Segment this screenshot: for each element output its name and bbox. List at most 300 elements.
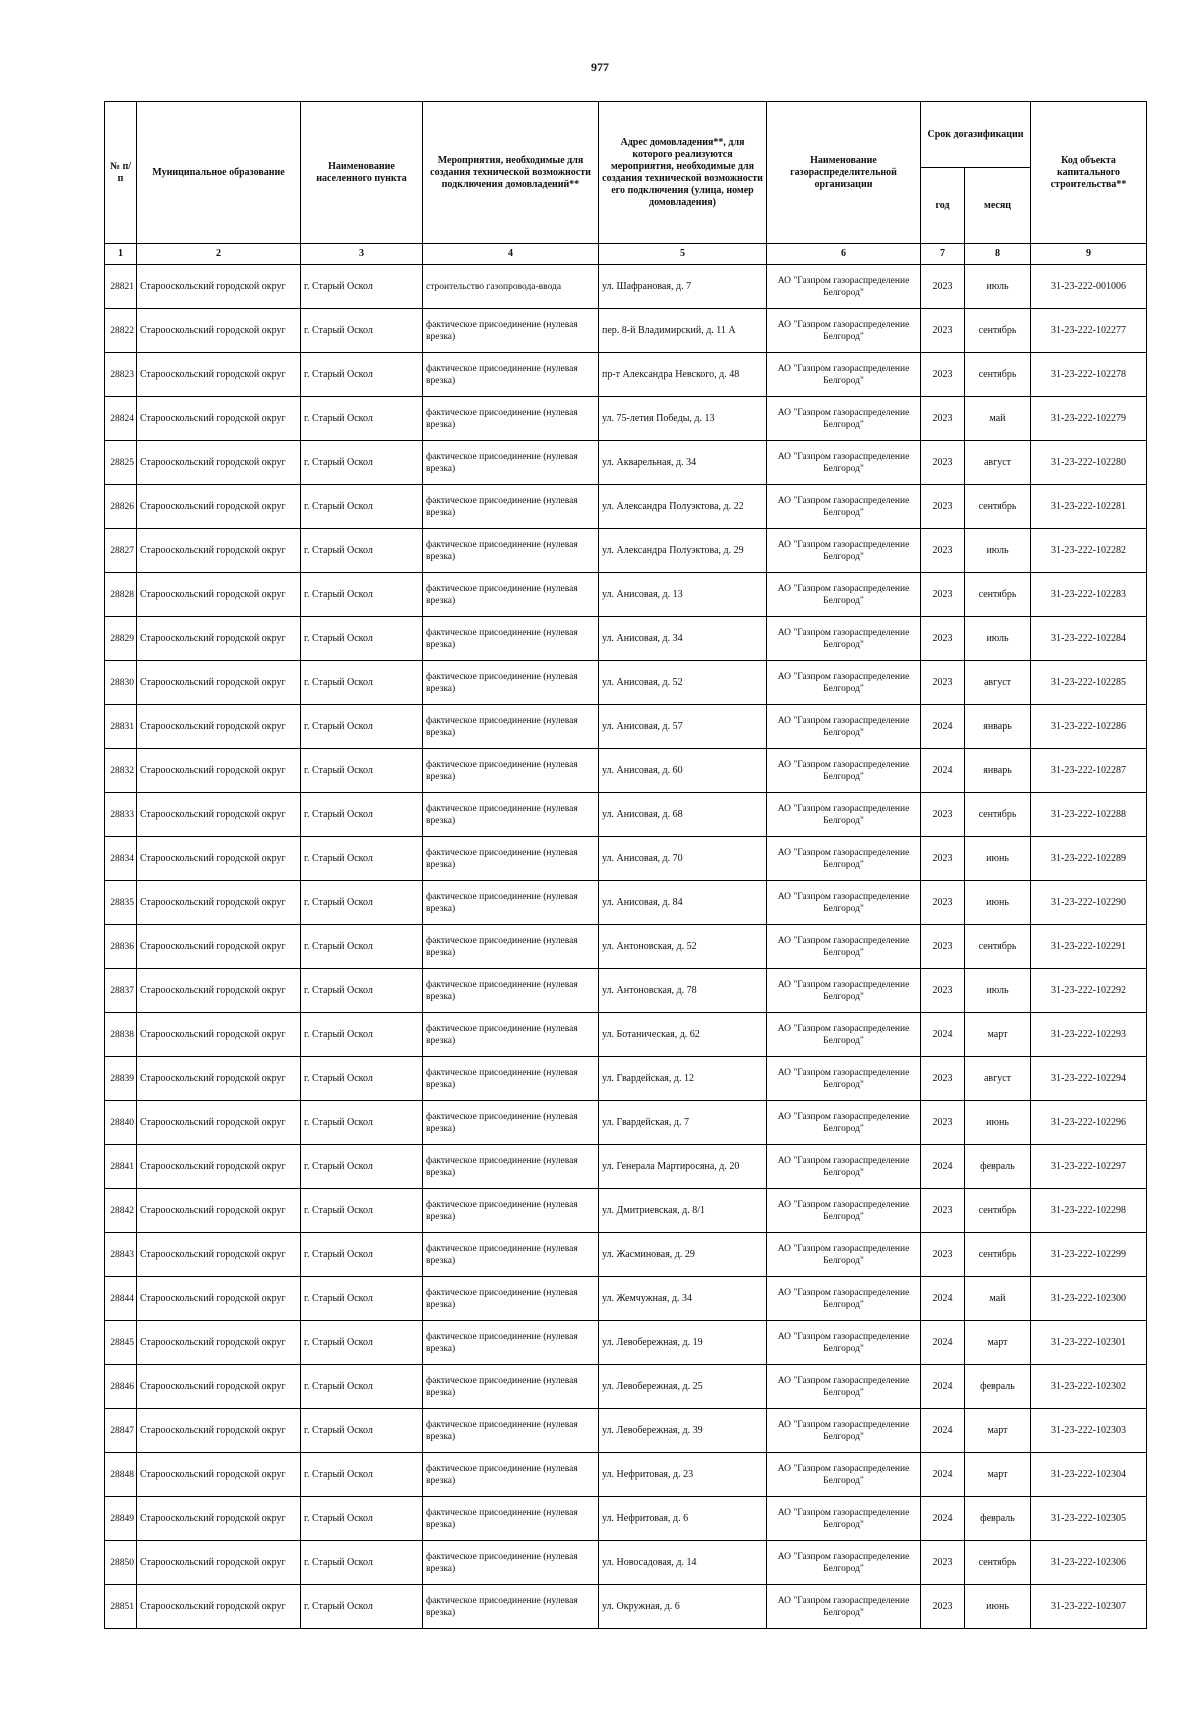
municipality-cell: Старооскольский городской округ (137, 661, 301, 705)
address-cell: ул. Жасминовая, д. 29 (599, 1233, 767, 1277)
settlement-cell: г. Старый Оскол (301, 969, 423, 1013)
column-number: 5 (599, 244, 767, 265)
row-number: 28839 (105, 1057, 137, 1101)
settlement-cell: г. Старый Оскол (301, 1233, 423, 1277)
address-cell: ул. Генерала Мартиросяна, д. 20 (599, 1145, 767, 1189)
column-number: 4 (423, 244, 599, 265)
row-number: 28846 (105, 1365, 137, 1409)
municipality-cell: Старооскольский городской округ (137, 617, 301, 661)
year-cell: 2023 (921, 1585, 965, 1629)
year-cell: 2023 (921, 969, 965, 1013)
row-number: 28850 (105, 1541, 137, 1585)
month-cell: сентябрь (965, 1189, 1031, 1233)
code-cell: 31-23-222-102289 (1031, 837, 1147, 881)
month-cell: февраль (965, 1497, 1031, 1541)
month-cell: февраль (965, 1365, 1031, 1409)
table-body (105, 265, 1147, 1629)
code-cell: 31-23-222-102290 (1031, 881, 1147, 925)
municipality-cell: Старооскольский городской округ (137, 881, 301, 925)
year-cell: 2023 (921, 617, 965, 661)
table-row (105, 837, 1147, 881)
settlement-cell: г. Старый Оскол (301, 881, 423, 925)
month-cell: февраль (965, 1145, 1031, 1189)
address-cell: ул. Анисовая, д. 34 (599, 617, 767, 661)
organization-cell: АО "Газпром газораспределение Белгород" (767, 309, 921, 353)
address-cell: ул. Анисовая, д. 57 (599, 705, 767, 749)
address-cell: ул. Анисовая, д. 68 (599, 793, 767, 837)
settlement-cell: г. Старый Оскол (301, 1409, 423, 1453)
row-number: 28827 (105, 529, 137, 573)
municipality-cell: Старооскольский городской округ (137, 1585, 301, 1629)
column-number: 1 (105, 244, 137, 265)
year-cell: 2023 (921, 1057, 965, 1101)
year-cell: 2023 (921, 925, 965, 969)
row-number: 28844 (105, 1277, 137, 1321)
row-number: 28840 (105, 1101, 137, 1145)
settlement-cell: г. Старый Оскол (301, 1453, 423, 1497)
municipality-cell: Старооскольский городской округ (137, 1101, 301, 1145)
row-number: 28841 (105, 1145, 137, 1189)
month-cell: август (965, 1057, 1031, 1101)
settlement-cell: г. Старый Оскол (301, 925, 423, 969)
measure-cell: фактическое присоединение (нулевая врезка) (423, 1409, 599, 1453)
code-cell: 31-23-222-102286 (1031, 705, 1147, 749)
address-cell: ул. Левобережная, д. 25 (599, 1365, 767, 1409)
settlement-cell: г. Старый Оскол (301, 265, 423, 309)
address-cell: пр-т Александра Невского, д. 48 (599, 353, 767, 397)
row-number: 28829 (105, 617, 137, 661)
municipality-cell: Старооскольский городской округ (137, 309, 301, 353)
table-row (105, 1057, 1147, 1101)
month-cell: март (965, 1453, 1031, 1497)
table-row (105, 441, 1147, 485)
month-cell: сентябрь (965, 353, 1031, 397)
table-row (105, 1409, 1147, 1453)
municipality-cell: Старооскольский городской округ (137, 441, 301, 485)
month-cell: март (965, 1409, 1031, 1453)
address-cell: ул. Александра Полуэктова, д. 29 (599, 529, 767, 573)
code-cell: 31-23-222-102296 (1031, 1101, 1147, 1145)
year-cell: 2024 (921, 1409, 965, 1453)
row-number: 28848 (105, 1453, 137, 1497)
municipality-cell: Старооскольский городской округ (137, 705, 301, 749)
settlement-cell: г. Старый Оскол (301, 1321, 423, 1365)
year-cell: 2023 (921, 881, 965, 925)
address-cell: ул. Левобережная, д. 19 (599, 1321, 767, 1365)
municipality-cell: Старооскольский городской округ (137, 969, 301, 1013)
address-cell: ул. Анисовая, д. 13 (599, 573, 767, 617)
municipality-cell: Старооскольский городской округ (137, 1541, 301, 1585)
measure-cell: фактическое присоединение (нулевая врезка) (423, 749, 599, 793)
table-row (105, 1145, 1147, 1189)
settlement-cell: г. Старый Оскол (301, 1101, 423, 1145)
table-row (105, 1013, 1147, 1057)
settlement-cell: г. Старый Оскол (301, 1145, 423, 1189)
table-row (105, 881, 1147, 925)
month-cell: сентябрь (965, 793, 1031, 837)
settlement-cell: г. Старый Оскол (301, 1057, 423, 1101)
row-number: 28828 (105, 573, 137, 617)
municipality-cell: Старооскольский городской округ (137, 485, 301, 529)
measure-cell: фактическое присоединение (нулевая врезка) (423, 309, 599, 353)
measure-cell: фактическое присоединение (нулевая врезка) (423, 969, 599, 1013)
table-row (105, 309, 1147, 353)
header-settlement: Наименование населенного пункта (301, 102, 423, 244)
measure-cell: фактическое присоединение (нулевая врезка) (423, 793, 599, 837)
measure-cell: фактическое присоединение (нулевая врезка) (423, 617, 599, 661)
code-cell: 31-23-222-102288 (1031, 793, 1147, 837)
row-number: 28824 (105, 397, 137, 441)
organization-cell: АО "Газпром газораспределение Белгород" (767, 661, 921, 705)
code-cell: 31-23-222-102293 (1031, 1013, 1147, 1057)
code-cell: 31-23-222-102285 (1031, 661, 1147, 705)
organization-cell: АО "Газпром газораспределение Белгород" (767, 749, 921, 793)
year-cell: 2023 (921, 661, 965, 705)
address-cell: ул. Анисовая, д. 84 (599, 881, 767, 925)
organization-cell: АО "Газпром газораспределение Белгород" (767, 1013, 921, 1057)
organization-cell: АО "Газпром газораспределение Белгород" (767, 705, 921, 749)
row-number: 28825 (105, 441, 137, 485)
code-cell: 31-23-222-102281 (1031, 485, 1147, 529)
organization-cell: АО "Газпром газораспределение Белгород" (767, 485, 921, 529)
municipality-cell: Старооскольский городской округ (137, 1277, 301, 1321)
code-cell: 31-23-222-102303 (1031, 1409, 1147, 1453)
municipality-cell: Старооскольский городской округ (137, 1453, 301, 1497)
address-cell: ул. Антоновская, д. 52 (599, 925, 767, 969)
measure-cell: фактическое присоединение (нулевая врезка) (423, 1277, 599, 1321)
row-number: 28835 (105, 881, 137, 925)
month-cell: август (965, 441, 1031, 485)
settlement-cell: г. Старый Оскол (301, 1497, 423, 1541)
table-row (105, 1585, 1147, 1629)
table-row (105, 573, 1147, 617)
organization-cell: АО "Газпром газораспределение Белгород" (767, 441, 921, 485)
measure-cell: фактическое присоединение (нулевая врезка) (423, 485, 599, 529)
organization-cell: АО "Газпром газораспределение Белгород" (767, 1409, 921, 1453)
table-row (105, 705, 1147, 749)
settlement-cell: г. Старый Оскол (301, 1189, 423, 1233)
municipality-cell: Старооскольский городской округ (137, 1189, 301, 1233)
year-cell: 2024 (921, 1365, 965, 1409)
municipality-cell: Старооскольский городской округ (137, 1321, 301, 1365)
code-cell: 31-23-222-102301 (1031, 1321, 1147, 1365)
settlement-cell: г. Старый Оскол (301, 397, 423, 441)
header-address: Адрес домовладения**, для которого реализуются мероприятия, необходимые для создания технической возможности его подключения (улица, номер домовладения) (599, 102, 767, 244)
settlement-cell: г. Старый Оскол (301, 529, 423, 573)
year-cell: 2024 (921, 1497, 965, 1541)
measure-cell: фактическое присоединение (нулевая врезка) (423, 529, 599, 573)
table-row (105, 529, 1147, 573)
table-row (105, 485, 1147, 529)
column-number: 8 (965, 244, 1031, 265)
month-cell: июнь (965, 837, 1031, 881)
code-cell: 31-23-222-102299 (1031, 1233, 1147, 1277)
month-cell: март (965, 1013, 1031, 1057)
row-number: 28847 (105, 1409, 137, 1453)
header-term: Срок догазификации (921, 102, 1031, 168)
column-number: 7 (921, 244, 965, 265)
table-row (105, 265, 1147, 309)
month-cell: январь (965, 705, 1031, 749)
year-cell: 2023 (921, 397, 965, 441)
month-cell: сентябрь (965, 309, 1031, 353)
settlement-cell: г. Старый Оскол (301, 793, 423, 837)
organization-cell: АО "Газпром газораспределение Белгород" (767, 265, 921, 309)
column-number: 2 (137, 244, 301, 265)
measure-cell: фактическое присоединение (нулевая врезка) (423, 1497, 599, 1541)
month-cell: июль (965, 617, 1031, 661)
month-cell: май (965, 1277, 1031, 1321)
address-cell: ул. Гвардейская, д. 12 (599, 1057, 767, 1101)
address-cell: ул. Анисовая, д. 70 (599, 837, 767, 881)
measure-cell: фактическое присоединение (нулевая врезка) (423, 925, 599, 969)
organization-cell: АО "Газпром газораспределение Белгород" (767, 1189, 921, 1233)
measure-cell: фактическое присоединение (нулевая врезка) (423, 1013, 599, 1057)
municipality-cell: Старооскольский городской округ (137, 1057, 301, 1101)
organization-cell: АО "Газпром газораспределение Белгород" (767, 793, 921, 837)
organization-cell: АО "Газпром газораспределение Белгород" (767, 969, 921, 1013)
code-cell: 31-23-222-102305 (1031, 1497, 1147, 1541)
year-cell: 2023 (921, 793, 965, 837)
organization-cell: АО "Газпром газораспределение Белгород" (767, 573, 921, 617)
code-cell: 31-23-222-102307 (1031, 1585, 1147, 1629)
month-cell: август (965, 661, 1031, 705)
address-cell: ул. Дмитриевская, д. 8/1 (599, 1189, 767, 1233)
organization-cell: АО "Газпром газораспределение Белгород" (767, 1057, 921, 1101)
measure-cell: фактическое присоединение (нулевая врезка) (423, 1321, 599, 1365)
header-measures: Мероприятия, необходимые для создания технической возможности подключения домовладений** (423, 102, 599, 244)
row-number: 28833 (105, 793, 137, 837)
municipality-cell: Старооскольский городской округ (137, 749, 301, 793)
measure-cell: фактическое присоединение (нулевая врезка) (423, 661, 599, 705)
year-cell: 2023 (921, 485, 965, 529)
organization-cell: АО "Газпром газораспределение Белгород" (767, 353, 921, 397)
settlement-cell: г. Старый Оскол (301, 1365, 423, 1409)
year-cell: 2024 (921, 1453, 965, 1497)
code-cell: 31-23-222-001006 (1031, 265, 1147, 309)
month-cell: июнь (965, 1101, 1031, 1145)
address-cell: ул. 75-летия Победы, д. 13 (599, 397, 767, 441)
organization-cell: АО "Газпром газораспределение Белгород" (767, 1453, 921, 1497)
address-cell: ул. Левобережная, д. 39 (599, 1409, 767, 1453)
year-cell: 2023 (921, 837, 965, 881)
settlement-cell: г. Старый Оскол (301, 1541, 423, 1585)
organization-cell: АО "Газпром газораспределение Белгород" (767, 925, 921, 969)
address-cell: ул. Антоновская, д. 78 (599, 969, 767, 1013)
municipality-cell: Старооскольский городской округ (137, 1233, 301, 1277)
table-row (105, 1101, 1147, 1145)
organization-cell: АО "Газпром газораспределение Белгород" (767, 397, 921, 441)
address-cell: ул. Акварельная, д. 34 (599, 441, 767, 485)
address-cell: ул. Нефритовая, д. 6 (599, 1497, 767, 1541)
address-cell: ул. Жемчужная, д. 34 (599, 1277, 767, 1321)
measure-cell: фактическое присоединение (нулевая врезка) (423, 1585, 599, 1629)
settlement-cell: г. Старый Оскол (301, 573, 423, 617)
code-cell: 31-23-222-102279 (1031, 397, 1147, 441)
year-cell: 2024 (921, 705, 965, 749)
settlement-cell: г. Старый Оскол (301, 485, 423, 529)
page-number: 977 (591, 60, 609, 74)
row-number: 28830 (105, 661, 137, 705)
column-number: 6 (767, 244, 921, 265)
organization-cell: АО "Газпром газораспределение Белгород" (767, 1497, 921, 1541)
municipality-cell: Старооскольский городской округ (137, 1365, 301, 1409)
month-cell: март (965, 1321, 1031, 1365)
municipality-cell: Старооскольский городской округ (137, 265, 301, 309)
municipality-cell: Старооскольский городской округ (137, 1497, 301, 1541)
municipality-cell: Старооскольский городской округ (137, 1145, 301, 1189)
measure-cell: фактическое присоединение (нулевая врезка) (423, 1541, 599, 1585)
municipality-cell: Старооскольский городской округ (137, 1013, 301, 1057)
measure-cell: фактическое присоединение (нулевая врезка) (423, 705, 599, 749)
year-cell: 2023 (921, 265, 965, 309)
header-num: № п/п (105, 102, 137, 244)
measure-cell: фактическое присоединение (нулевая врезка) (423, 1233, 599, 1277)
row-number: 28836 (105, 925, 137, 969)
row-number: 28826 (105, 485, 137, 529)
table-row (105, 1365, 1147, 1409)
year-cell: 2023 (921, 353, 965, 397)
row-number: 28838 (105, 1013, 137, 1057)
table-row (105, 1233, 1147, 1277)
settlement-cell: г. Старый Оскол (301, 441, 423, 485)
month-cell: май (965, 397, 1031, 441)
year-cell: 2023 (921, 529, 965, 573)
row-number: 28842 (105, 1189, 137, 1233)
year-cell: 2023 (921, 1233, 965, 1277)
address-cell: ул. Александра Полуэктова, д. 22 (599, 485, 767, 529)
code-cell: 31-23-222-102284 (1031, 617, 1147, 661)
measure-cell: фактическое присоединение (нулевая врезка) (423, 353, 599, 397)
column-number: 3 (301, 244, 423, 265)
year-cell: 2023 (921, 573, 965, 617)
address-cell: ул. Гвардейская, д. 7 (599, 1101, 767, 1145)
code-cell: 31-23-222-102291 (1031, 925, 1147, 969)
code-cell: 31-23-222-102294 (1031, 1057, 1147, 1101)
settlement-cell: г. Старый Оскол (301, 749, 423, 793)
row-number: 28837 (105, 969, 137, 1013)
year-cell: 2024 (921, 1277, 965, 1321)
month-cell: сентябрь (965, 925, 1031, 969)
organization-cell: АО "Газпром газораспределение Белгород" (767, 1233, 921, 1277)
measure-cell: фактическое присоединение (нулевая врезка) (423, 837, 599, 881)
code-cell: 31-23-222-102304 (1031, 1453, 1147, 1497)
code-cell: 31-23-222-102282 (1031, 529, 1147, 573)
address-cell: ул. Новосадовая, д. 14 (599, 1541, 767, 1585)
municipality-cell: Старооскольский городской округ (137, 397, 301, 441)
table-row (105, 1277, 1147, 1321)
column-number: 9 (1031, 244, 1147, 265)
year-cell: 2024 (921, 749, 965, 793)
code-cell: 31-23-222-102300 (1031, 1277, 1147, 1321)
municipality-cell: Старооскольский городской округ (137, 1409, 301, 1453)
organization-cell: АО "Газпром газораспределение Белгород" (767, 1365, 921, 1409)
row-number: 28849 (105, 1497, 137, 1541)
gasification-table (104, 101, 1147, 1629)
header-organization: Наименование газораспределительной организации (767, 102, 921, 244)
year-cell: 2024 (921, 1321, 965, 1365)
table-row (105, 1453, 1147, 1497)
month-cell: июнь (965, 881, 1031, 925)
settlement-cell: г. Старый Оскол (301, 1585, 423, 1629)
row-number: 28823 (105, 353, 137, 397)
month-cell: сентябрь (965, 1541, 1031, 1585)
code-cell: 31-23-222-102297 (1031, 1145, 1147, 1189)
measure-cell: фактическое присоединение (нулевая врезка) (423, 1101, 599, 1145)
row-number: 28832 (105, 749, 137, 793)
header-municipality: Муниципальное образование (137, 102, 301, 244)
organization-cell: АО "Газпром газораспределение Белгород" (767, 617, 921, 661)
table-row (105, 1189, 1147, 1233)
measure-cell: фактическое присоединение (нулевая врезка) (423, 1057, 599, 1101)
table-row (105, 1497, 1147, 1541)
table-row (105, 1541, 1147, 1585)
measure-cell: фактическое присоединение (нулевая врезка) (423, 397, 599, 441)
settlement-cell: г. Старый Оскол (301, 1277, 423, 1321)
code-cell: 31-23-222-102306 (1031, 1541, 1147, 1585)
table-row (105, 749, 1147, 793)
municipality-cell: Старооскольский городской округ (137, 925, 301, 969)
column-number-row (105, 244, 1147, 265)
year-cell: 2023 (921, 1541, 965, 1585)
organization-cell: АО "Газпром газораспределение Белгород" (767, 1101, 921, 1145)
month-cell: июль (965, 969, 1031, 1013)
header-year: год (921, 168, 965, 244)
table-row (105, 925, 1147, 969)
header-month: месяц (965, 168, 1031, 244)
settlement-cell: г. Старый Оскол (301, 353, 423, 397)
measure-cell: фактическое присоединение (нулевая врезка) (423, 573, 599, 617)
organization-cell: АО "Газпром газораспределение Белгород" (767, 1541, 921, 1585)
address-cell: ул. Анисовая, д. 60 (599, 749, 767, 793)
organization-cell: АО "Газпром газораспределение Белгород" (767, 1145, 921, 1189)
address-cell: ул. Шафрановая, д. 7 (599, 265, 767, 309)
municipality-cell: Старооскольский городской округ (137, 529, 301, 573)
code-cell: 31-23-222-102278 (1031, 353, 1147, 397)
measure-cell: фактическое присоединение (нулевая врезка) (423, 1189, 599, 1233)
code-cell: 31-23-222-102283 (1031, 573, 1147, 617)
measure-cell: строительство газопровода-ввода (423, 265, 599, 309)
measure-cell: фактическое присоединение (нулевая врезка) (423, 441, 599, 485)
municipality-cell: Старооскольский городской округ (137, 793, 301, 837)
row-number: 28845 (105, 1321, 137, 1365)
code-cell: 31-23-222-102287 (1031, 749, 1147, 793)
year-cell: 2024 (921, 1013, 965, 1057)
settlement-cell: г. Старый Оскол (301, 309, 423, 353)
table-row (105, 969, 1147, 1013)
year-cell: 2023 (921, 1189, 965, 1233)
code-cell: 31-23-222-102298 (1031, 1189, 1147, 1233)
settlement-cell: г. Старый Оскол (301, 617, 423, 661)
code-cell: 31-23-222-102292 (1031, 969, 1147, 1013)
table-row (105, 397, 1147, 441)
settlement-cell: г. Старый Оскол (301, 837, 423, 881)
table-row (105, 661, 1147, 705)
organization-cell: АО "Газпром газораспределение Белгород" (767, 1277, 921, 1321)
row-number: 28851 (105, 1585, 137, 1629)
year-cell: 2024 (921, 1145, 965, 1189)
table-row (105, 617, 1147, 661)
organization-cell: АО "Газпром газораспределение Белгород" (767, 881, 921, 925)
month-cell: сентябрь (965, 485, 1031, 529)
organization-cell: АО "Газпром газораспределение Белгород" (767, 1585, 921, 1629)
settlement-cell: г. Старый Оскол (301, 1013, 423, 1057)
table-row (105, 793, 1147, 837)
table-row (105, 1321, 1147, 1365)
table-row (105, 353, 1147, 397)
month-cell: июнь (965, 1585, 1031, 1629)
code-cell: 31-23-222-102277 (1031, 309, 1147, 353)
